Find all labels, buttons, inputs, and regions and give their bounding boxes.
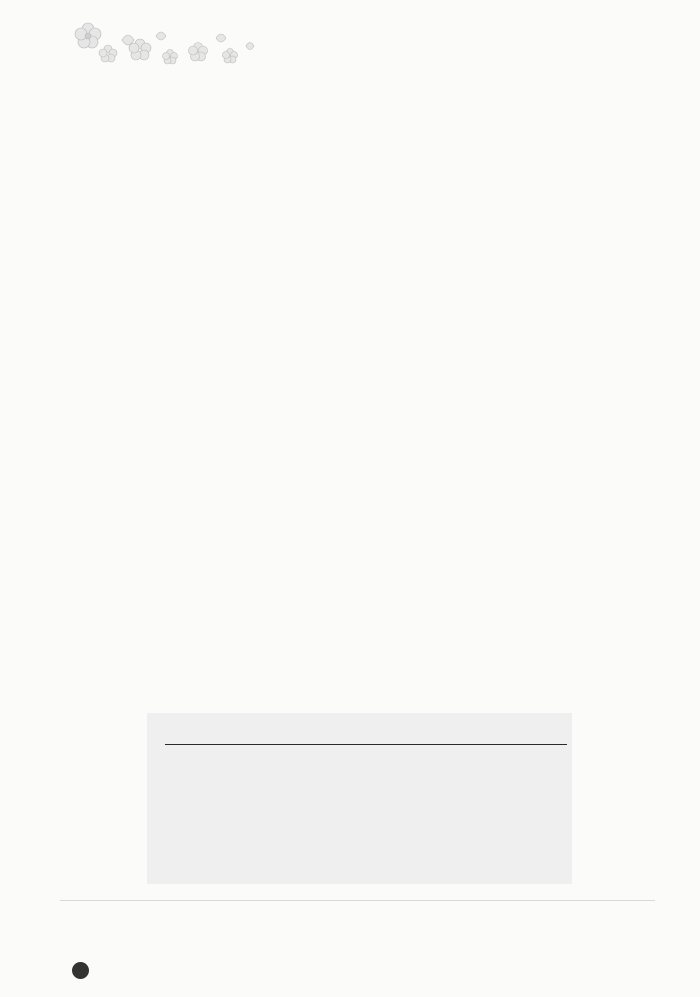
panel-divider (165, 744, 567, 745)
page-number (72, 962, 89, 979)
article-top-block (60, 80, 615, 380)
flower-ornament-icon (70, 10, 260, 72)
bottom-divider (60, 900, 655, 901)
reader-voice-panel (147, 713, 572, 884)
page-footer (70, 960, 92, 980)
